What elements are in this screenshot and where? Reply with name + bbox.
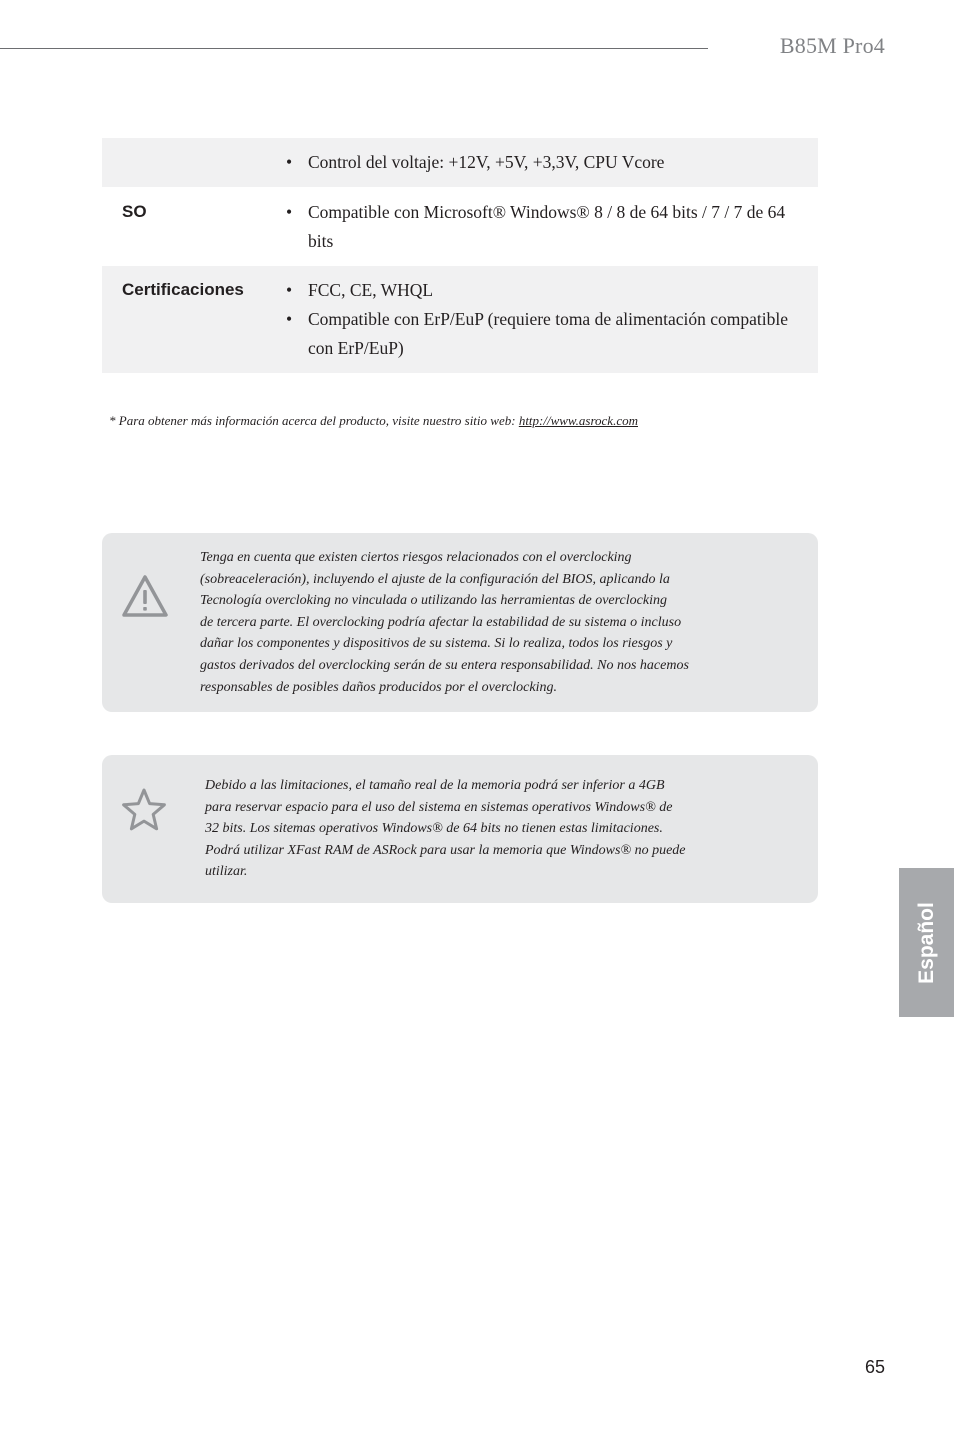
memory-text: Debido a las limitaciones, el tamaño real de la memoria podrá ser inferior a 4GB para reservar espacio para el uso del sistema en sistemas operativos Windows® de 32 bits. Los sitemas operativos Windows® de 64 bits no tienen estas limitaciones. Podrá utilizar XFast RAM de ASRock para usar la memoria que Windows® no puede utilizar. [205, 778, 686, 880]
spec-value: • Compatible con ErP/EuP (requiere toma de alimentación compatible con ErP/EuP) [266, 305, 818, 363]
footnote-text: * Para obtener más información acerca del producto, visite nuestro sitio web: [109, 413, 519, 428]
spec-label: SO [122, 202, 147, 221]
spec-label [102, 148, 266, 187]
spec-values [266, 198, 818, 266]
spec-values [266, 148, 818, 187]
overclocking-warning-box [102, 533, 818, 712]
spec-row-certifications [102, 266, 818, 373]
warning-triangle-icon [120, 573, 170, 624]
spec-row-voltage [102, 138, 818, 187]
language-tab-label: Español [914, 901, 938, 984]
star-icon [120, 787, 170, 838]
spec-row-os [102, 187, 818, 266]
website-link[interactable]: http://www.asrock.com [518, 413, 638, 428]
spec-label: Certificaciones [122, 280, 244, 299]
language-tab [899, 868, 954, 1017]
spec-value: • Compatible con Microsoft® Windows® 8 / 8 de 64 bits / 7 / 7 de 64 bits [266, 198, 818, 256]
warning-text: Tenga en cuenta que existen ciertos riesgos relacionados con el overclocking (sobreaceleración), incluyendo el ajuste de la configuración del BIOS, aplicando la Tecnología overcloking no vinculada o utilizando las herramientas de overclocking de tercera parte. El overclocking podría afectar la estabilidad de su sistema o incluso dañar los componentes y dispositivos de su sistema. Si lo realiza, todos los riesgos y gastos derivados del overclocking serán de su entera responsabilidad. No nos hacemos responsables de posibles daños producidos por el overclocking. [200, 550, 689, 695]
header-rule [0, 48, 708, 49]
spec-table [102, 138, 818, 373]
model-title: B85M Pro4 [779, 33, 885, 58]
spec-values [266, 276, 818, 373]
spec-value: • Control del voltaje: +12V, +5V, +3,3V, CPU Vcore [266, 148, 818, 177]
footnote [109, 413, 638, 429]
page-number: 65 [864, 1357, 885, 1377]
spec-value: • FCC, CE, WHQL [266, 276, 818, 305]
memory-note-box [102, 755, 818, 903]
